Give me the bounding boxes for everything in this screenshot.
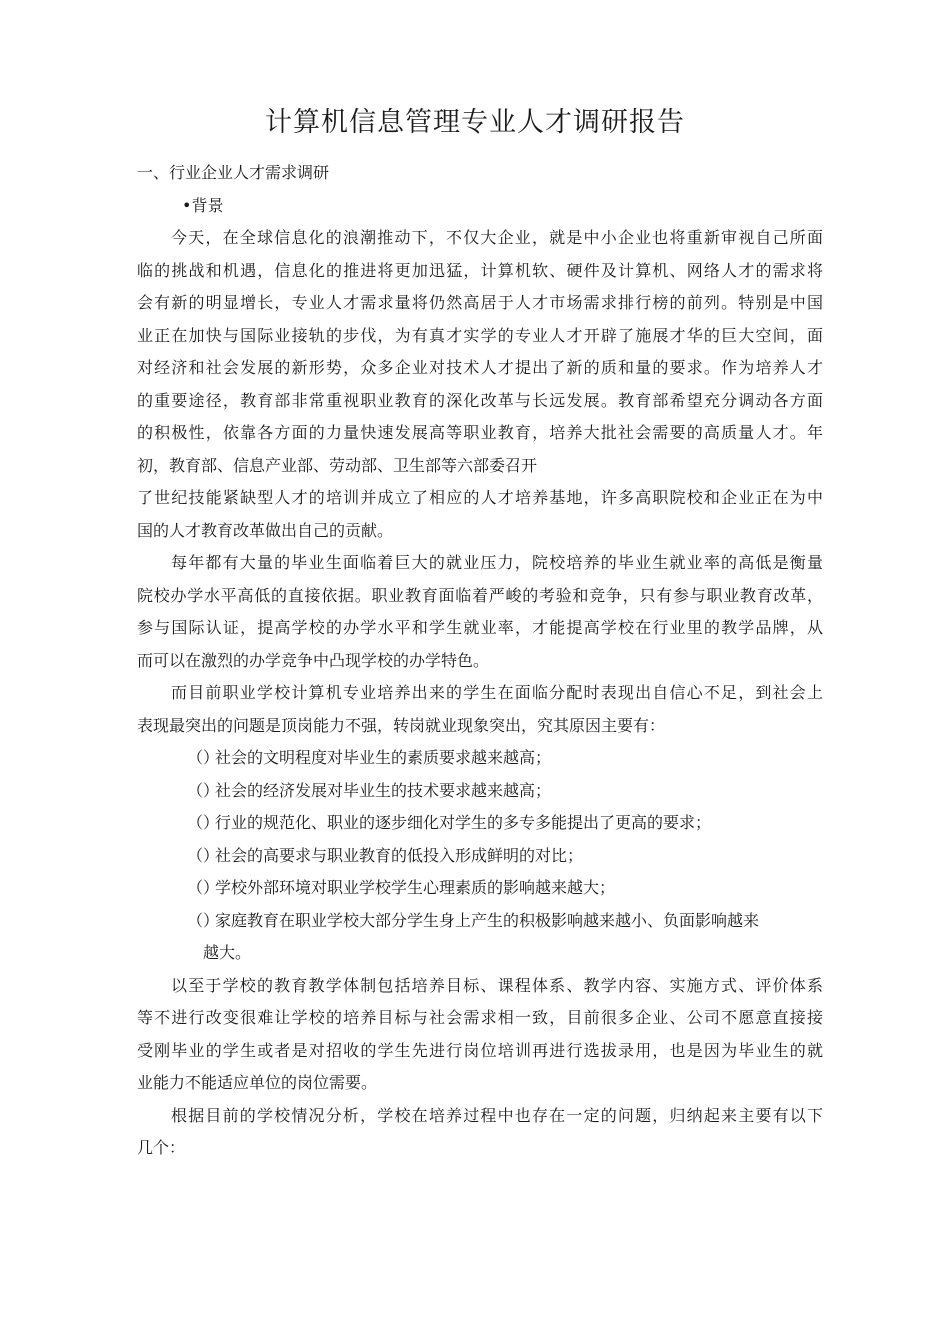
paragraph-2: [137, 547, 823, 677]
paragraph-5: [137, 1100, 823, 1165]
text-line: 业能力不能适应单位的岗位需要。: [137, 1073, 378, 1092]
paragraph-1: [137, 222, 823, 547]
text-line: 参与国际认证，提高学校的办学水平和学生就业率，才能提高学校在行业里的教学品牌，从: [137, 618, 823, 637]
list-item-text: 社会的经济发展对毕业生的技术要求越来越高；: [215, 780, 552, 800]
text-line: 根据目前的学校情况分析，学校在培养过程中也存在一定的问题，归纳起来主要有以下: [171, 1105, 823, 1125]
text-line: 表现最突出的问题是顶岗能力不强，转岗就业现象突出，究其原因主要有：: [137, 715, 666, 735]
document-title: 计算机信息管理专业人才调研报告: [265, 107, 685, 138]
text-line: 受刚毕业的学生或者是对招收的学生先进行岗位培训再进行选拔录用，也是因为毕业生的就: [137, 1040, 823, 1060]
text-line: 每年都有大量的毕业生面临着巨大的就业压力，院校培养的毕业生就业率的高低是衡量: [171, 553, 823, 572]
paragraph-3: [137, 677, 823, 742]
list-item: [137, 905, 823, 938]
text-line: 会有新的明显增长，专业人才需求量将仍然高居于人才市场需求排行榜的前列。特别是中国: [137, 293, 823, 312]
list-marker: （）: [187, 910, 220, 930]
text-line: 今天，在全球信息化的浪潮推动下，不仅大企业，就是中小企业也将重新审视自己所面: [171, 228, 823, 247]
list-item-continuation: 越大。: [203, 943, 252, 962]
list-marker: （）: [187, 748, 220, 767]
list-item: [137, 872, 823, 905]
text-line: 几个：: [137, 1138, 186, 1157]
reasons-list: [137, 742, 823, 970]
section-heading: 一、行业企业人才需求调研: [137, 163, 330, 182]
text-line: 院校办学水平高低的直接依据。职业教育面临着严峻的考验和竞争，只有参与职业教育改革，: [137, 585, 823, 605]
text-line: 了世纪技能紧缺型人才的培训并成立了相应的人才培养基地，许多高职院校和企业正在为中: [137, 488, 823, 507]
list-item: [137, 775, 823, 808]
text-line: 等不进行改变很难让学校的培养目标与社会需求相一致，目前很多企业、公司不愿意直接接: [137, 1008, 823, 1027]
text-line: 对经济和社会发展的新形势，众多企业对技术人才提出了新的质和量的要求。作为培养人才: [137, 358, 823, 377]
text-line: 业正在加快与国际业接轨的步伐，为有真才实学的专业人才开辟了施展才华的巨大空间，面: [137, 325, 823, 345]
list-item-text: 学校外部环境对职业学校学生心理素质的影响越来越大；: [215, 878, 616, 897]
list-marker: （）: [187, 878, 220, 897]
list-item: [137, 840, 823, 873]
text-line: 的积极性，依靠各方面的力量快速发展高等职业教育，培养大批社会需要的高质量人才。年: [137, 423, 823, 442]
list-marker: （）: [187, 813, 220, 832]
list-item-text: 社会的高要求与职业教育的低投入形成鲜明的对比；: [215, 845, 584, 865]
list-item-text: 家庭教育在职业学校大部分学生身上产生的积极影响越来越小、负面影响越来: [215, 910, 760, 930]
text-line: 而可以在激烈的办学竞争中凸现学校的办学特色。: [137, 650, 490, 670]
text-line: 国的人才教育改革做出自己的贡献。: [137, 520, 394, 540]
list-marker: （）: [187, 845, 220, 865]
text-line: 临的挑战和机遇，信息化的推进将更加迅猛，计算机软、硬件及计算机、网络人才的需求将: [137, 260, 823, 280]
bullet-heading: •背景: [182, 195, 224, 215]
paragraph-4: [137, 970, 823, 1100]
list-item: [137, 807, 823, 840]
text-line: 初，教育部、信息产业部、劳动部、卫生部等六部委召开: [137, 455, 538, 475]
list-item-text: 行业的规范化、职业的逐步细化对学生的多专多能提出了更高的要求；: [215, 813, 712, 832]
text-line: 而目前职业学校计算机专业培养出来的学生在面临分配时表现出自信心不足，到社会上: [171, 683, 823, 702]
list-item: [137, 742, 823, 775]
list-marker: （）: [187, 780, 220, 800]
document-body: [137, 157, 823, 1165]
list-item-text: 社会的文明程度对毕业生的素质要求越来越高；: [215, 748, 552, 767]
text-line: 以至于学校的教育教学体制包括培养目标、课程体系、教学内容、实施方式、评价体系: [171, 975, 823, 995]
text-line: 的重要途径，教育部非常重视职业教育的深化改革与长远发展。教育部希望充分调动各方面: [137, 390, 823, 410]
